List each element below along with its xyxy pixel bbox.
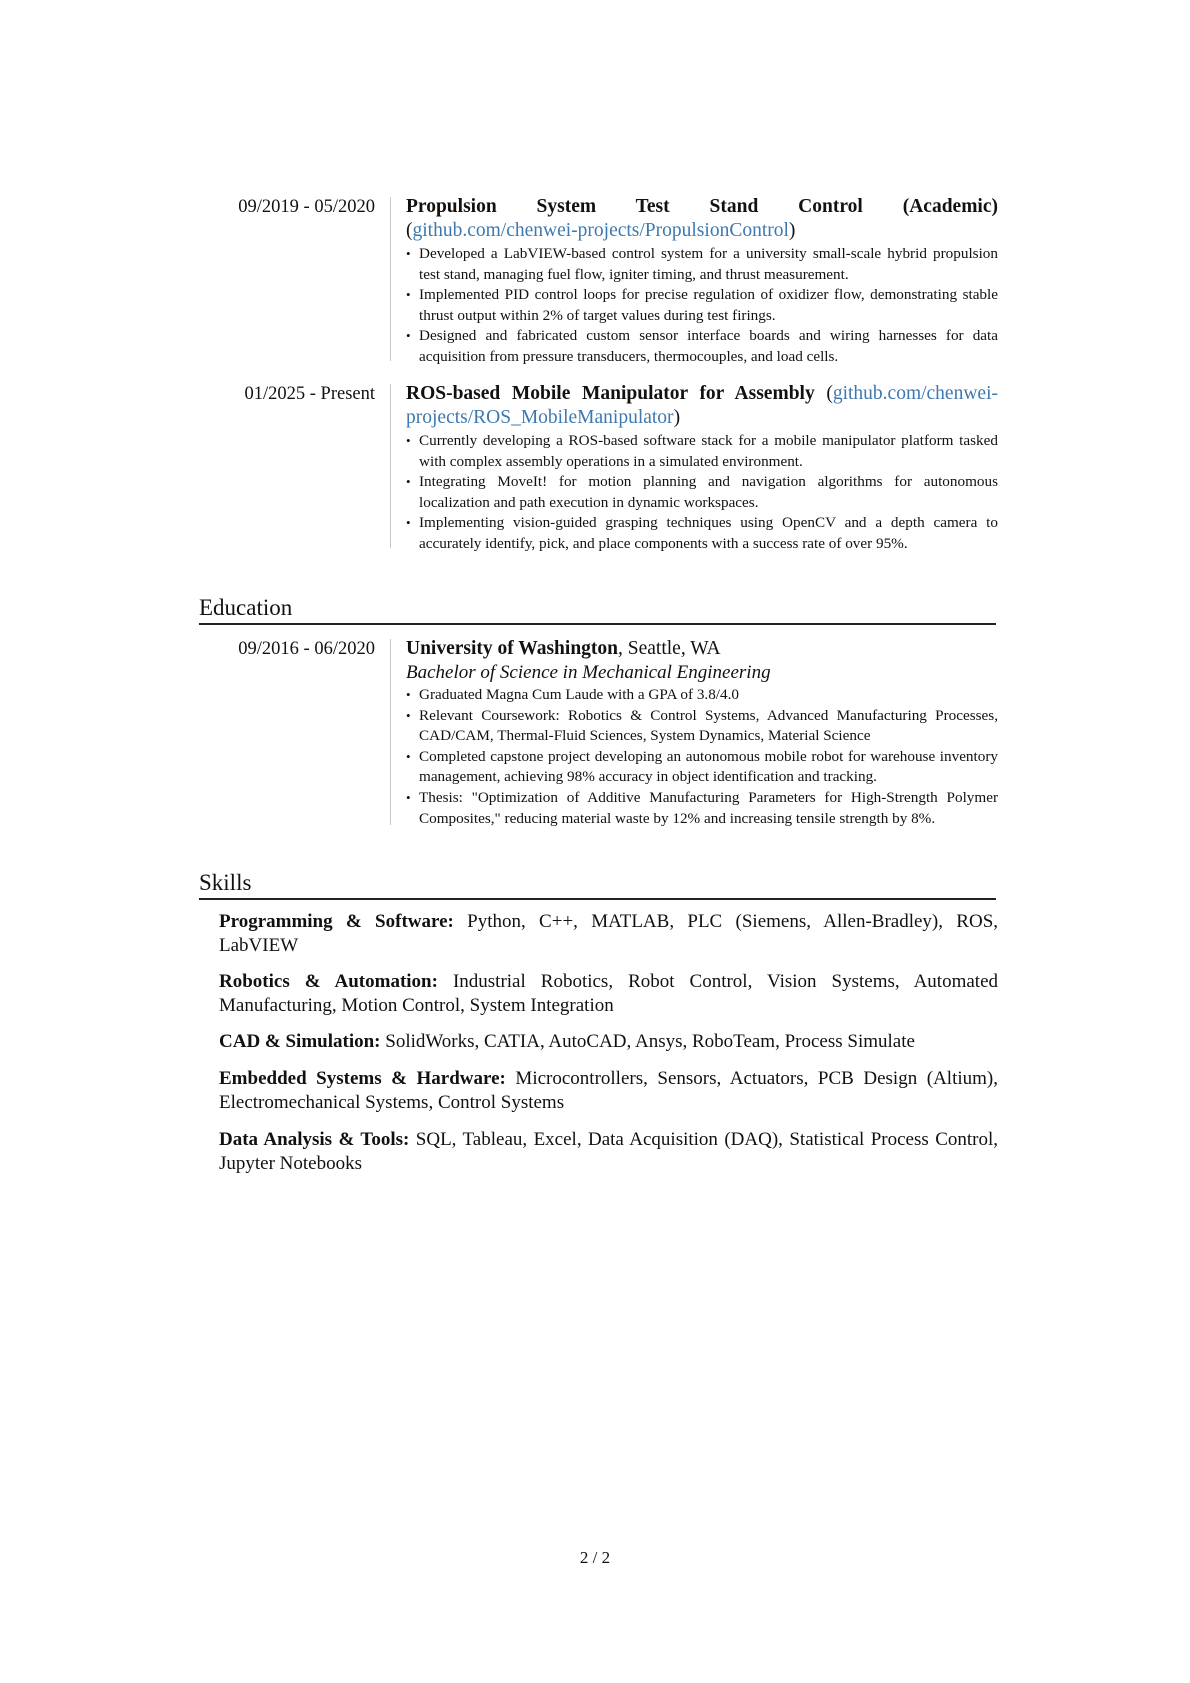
paren-open: ( — [814, 383, 833, 404]
timeline-divider — [390, 384, 391, 548]
skill-row-programming — [219, 910, 998, 957]
bullet-item: • Implemented PID control loops for precise regulation of oxidizer flow, demonstrating stable thrust output within 2% of target values during test firings. — [406, 285, 998, 326]
project-github-link[interactable]: github.com/chenwei-projects/ROS_MobileManipulator — [406, 383, 998, 428]
school-name: University of Washington — [406, 638, 619, 659]
page-number: 2 / 2 — [579, 1548, 611, 1567]
skill-row-data-analysis — [219, 1128, 998, 1175]
section-title-education: Education — [199, 594, 996, 625]
education-body — [406, 637, 998, 829]
bullet-item: • Designed and fabricated custom sensor interface boards and wiring harnesses for data acquisition from pressure transducers, thermocouples, and load cells. — [406, 326, 998, 367]
section-title-skills: Skills — [199, 869, 996, 900]
bullet-item: • Thesis: "Optimization of Additive Manufacturing Parameters for High-Strength Polymer Composites," reducing material waste by 12% and increasing tensile strength by 8%. — [406, 788, 998, 829]
project-date: 01/2025 - Present — [244, 384, 375, 404]
paren-open: ( — [406, 220, 413, 241]
bullet-item: • Graduated Magna Cum Laude with a GPA of 3.8/4.0 — [406, 685, 998, 706]
timeline-divider — [390, 639, 391, 825]
education-bullets — [406, 685, 998, 829]
project-title: ROS-based Mobile Manipulator for Assembly — [406, 383, 815, 404]
bullet-item: • Implementing vision-guided grasping techniques using OpenCV and a depth camera to accurately identify, pick, and place components with a success rate of over 95%. — [406, 513, 998, 554]
skill-row-embedded — [219, 1067, 998, 1114]
project-body — [406, 382, 998, 555]
skill-label: Embedded Systems & Hardware: — [219, 1068, 506, 1089]
skill-label: CAD & Simulation: — [219, 1031, 381, 1052]
degree-title: Bachelor of Science in Mechanical Engineering — [406, 662, 771, 683]
bullet-item: • Completed capstone project developing an autonomous mobile robot for warehouse inventory management, achieving 98% accuracy in object identification and tracking. — [406, 747, 998, 788]
skill-value: Python, C++, MATLAB, PLC (Siemens, Allen-Bradley), ROS, LabVIEW — [219, 911, 999, 956]
skill-label: Robotics & Automation: — [219, 971, 438, 992]
school-location: , Seattle, WA — [618, 638, 721, 659]
bullet-item: • Currently developing a ROS-based software stack for a mobile manipulator platform tasked with complex assembly operations in a simulated environment. — [406, 431, 998, 472]
project-title: Propulsion System Test Stand Control (Academic) — [406, 196, 998, 217]
education-heading — [406, 637, 998, 661]
skill-label: Programming & Software: — [219, 911, 454, 932]
skill-value: Industrial Robotics, Robot Control, Vision Systems, Automated Manufacturing, Motion Control, System Integration — [219, 971, 998, 1016]
skill-row-cad — [219, 1030, 998, 1054]
project-github-link[interactable]: github.com/chenwei-projects/PropulsionControl — [412, 220, 789, 241]
bullet-item: • Developed a LabVIEW-based control system for a university small-scale hybrid propulsion test stand, managing fuel flow, igniter timing, and thrust measurement. — [406, 244, 998, 285]
education-date: 09/2016 - 06/2020 — [238, 639, 375, 659]
bullet-item: • Relevant Coursework: Robotics & Control Systems, Advanced Manufacturing Processes, CAD/CAM, Thermal-Fluid Sciences, System Dynamics, Material Science — [406, 706, 998, 747]
project-heading — [406, 195, 998, 243]
project-body — [406, 195, 998, 368]
project-date: 09/2019 - 05/2020 — [238, 197, 375, 217]
skill-value: Microcontrollers, Sensors, Actuators, PCB Design (Altium), Electromechanical Systems, Control Systems — [219, 1068, 998, 1113]
skill-value: SolidWorks, CATIA, AutoCAD, Ansys, RoboTeam, Process Simulate — [380, 1031, 915, 1052]
skill-row-robotics — [219, 970, 998, 1017]
project-bullets — [406, 244, 998, 368]
skill-value: SQL, Tableau, Excel, Data Acquisition (DAQ), Statistical Process Control, Jupyter Notebooks — [219, 1129, 999, 1174]
bullet-item: • Integrating MoveIt! for motion planning and navigation algorithms for autonomous localization and path execution in dynamic workspaces. — [406, 472, 998, 513]
project-heading — [406, 382, 998, 430]
paren-close: ) — [673, 407, 681, 428]
skill-label: Data Analysis & Tools: — [219, 1129, 410, 1150]
project-bullets — [406, 431, 998, 555]
paren-close: ) — [788, 220, 796, 241]
timeline-divider — [390, 197, 391, 361]
